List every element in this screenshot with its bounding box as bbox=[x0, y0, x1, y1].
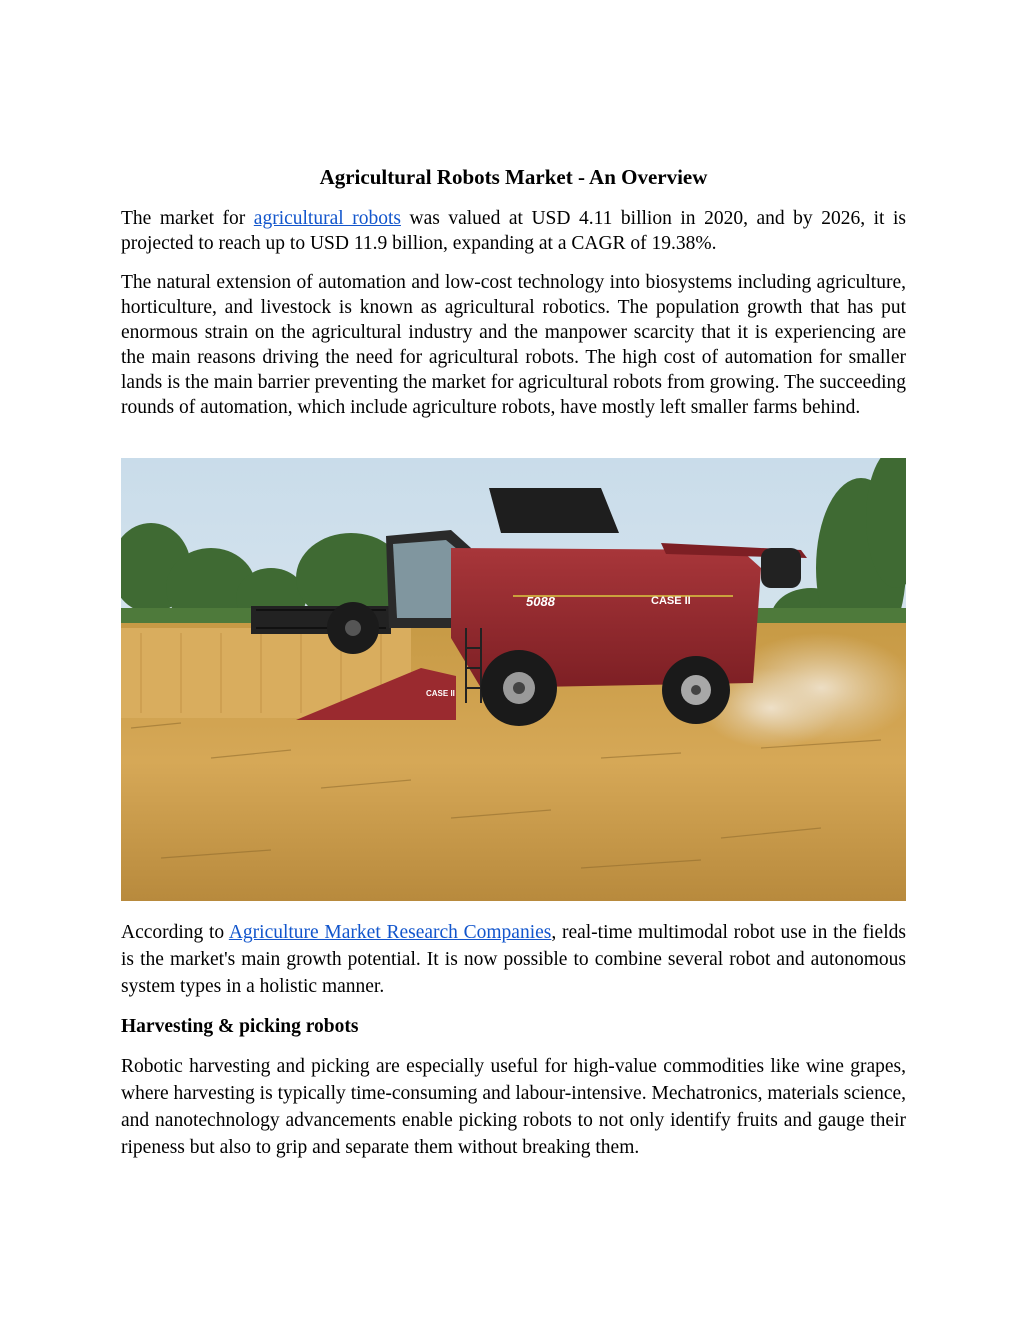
harvesting-paragraph: Robotic harvesting and picking are especially useful for high-value commodities like wine grapes, where harvesting is typically time-consuming and labour-intensive. Mechatronics, materials science, and nanotechnology advancements enable picking robots to not only identify fruits and gauge their ripeness but also to grip and separate them without breaking them. bbox=[121, 1056, 906, 1158]
model-number-decal: 5088 bbox=[526, 594, 555, 609]
market-research-paragraph bbox=[121, 919, 906, 1000]
automation-paragraph: The natural extension of automation and low-cost technology into biosystems including agriculture, horticulture, and livestock is known as agricultural robotics. The population growth that has put enormous strain on the agricultural industry and the manpower scarcity that it is experiencing are the main reasons driving the need for agricultural robots. The high cost of automation for smaller lands is the main barrier preventing the market for agricultural robots from growing. The succeeding rounds of automation, which include agriculture robots, have mostly left smaller farms behind. bbox=[121, 272, 906, 418]
combine-harvester-photo bbox=[121, 458, 906, 901]
section-heading-harvesting: Harvesting & picking robots bbox=[121, 1016, 359, 1037]
brand-decal: CASE II bbox=[651, 595, 691, 607]
agriculture-market-research-link[interactable]: Agriculture Market Research Companies bbox=[228, 922, 552, 943]
market-text-after: , real-time multimodal robot use in the fields is the market's main growth potential. It is now possible to combine several robot and autonomous system types in a holistic manner. bbox=[121, 922, 906, 997]
page-title: Agricultural Robots Market - An Overview bbox=[319, 165, 708, 189]
intro-paragraph bbox=[121, 206, 906, 256]
agricultural-robots-link[interactable]: agricultural robots bbox=[253, 208, 401, 229]
intro-text-before: The market for bbox=[121, 208, 254, 229]
market-text-before: According to bbox=[121, 922, 229, 943]
header-brand-label: CASE II bbox=[426, 689, 455, 698]
intro-text-after: was valued at USD 4.11 billion in 2020, and by 2026, it is projected to reach up to USD 11.9 billion, expanding at a CAGR of 19.38%. bbox=[121, 208, 906, 254]
